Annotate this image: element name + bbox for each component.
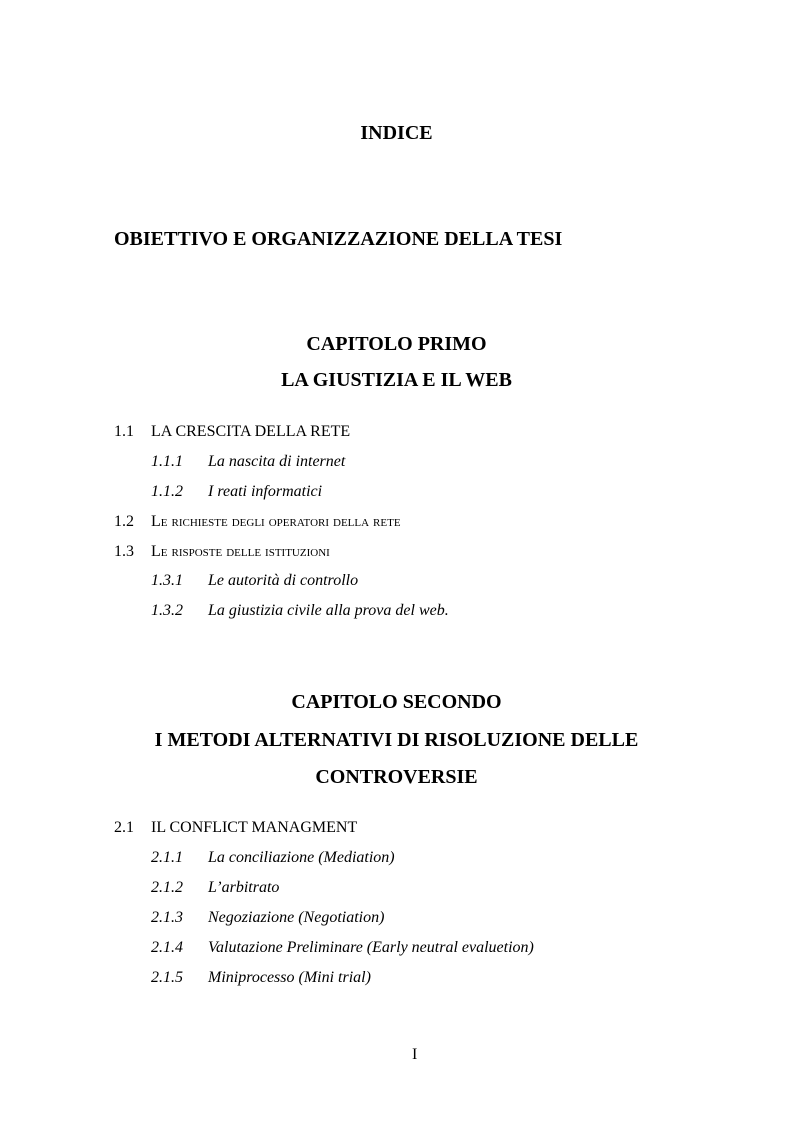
toc-entry-number: 2.1.5 — [151, 969, 183, 986]
chapter-2-heading: CAPITOLO SECONDO — [291, 691, 502, 713]
toc-entry-number: 2.1.4 — [151, 939, 183, 956]
toc-entry-number: 1.2 — [114, 513, 134, 530]
toc-entry-number: 1.1 — [114, 423, 134, 440]
chapter-1-subtitle: LA GIUSTIZIA E IL WEB — [281, 369, 512, 391]
chapter-1-heading: CAPITOLO PRIMO — [306, 333, 487, 355]
toc-entry-title: Negoziazione (Negotiation) — [208, 909, 385, 926]
page-number: I — [412, 1046, 418, 1063]
toc-entry-number: 1.1.1 — [151, 453, 183, 470]
toc-entry-title: La nascita di internet — [208, 453, 346, 470]
toc-entry-title: Le richieste degli operatori della rete — [151, 513, 401, 530]
toc-entry-number: 1.3.1 — [151, 572, 183, 589]
toc-entry-title: Le risposte delle istituzioni — [151, 543, 330, 560]
toc-entry-title: L’arbitrato — [208, 879, 280, 896]
toc-entry-number: 1.3 — [114, 543, 134, 560]
toc-entry-title: Le autorità di controllo — [208, 572, 359, 589]
toc-entry-title: La giustizia civile alla prova del web. — [208, 602, 449, 619]
toc-entry-title: I reati informatici — [208, 483, 323, 500]
toc-entry-number: 1.3.2 — [151, 602, 183, 619]
toc-entry-number: 1.1.2 — [151, 483, 183, 500]
toc-entry-title: Valutazione Preliminare (Early neutral evaluetion) — [208, 939, 534, 956]
page-title: INDICE — [360, 122, 433, 144]
toc-entry-number: 2.1 — [114, 819, 134, 836]
toc-entry-number: 2.1.3 — [151, 909, 183, 926]
toc-entry-title: IL CONFLICT MANAGMENT — [151, 819, 358, 836]
intro-heading: OBIETTIVO E ORGANIZZAZIONE DELLA TESI — [114, 228, 563, 250]
toc-entry-title: LA CRESCITA DELLA RETE — [151, 423, 351, 440]
toc-entry-title: La conciliazione (Mediation) — [208, 849, 395, 866]
toc-entry-number: 2.1.2 — [151, 879, 183, 896]
toc-entry-title: Miniprocesso (Mini trial) — [208, 969, 371, 986]
chapter-2-subtitle-line-1: I METODI ALTERNATIVI DI RISOLUZIONE DELLE — [154, 729, 639, 751]
chapter-2-subtitle-line-2: CONTROVERSIE — [315, 766, 478, 788]
toc-entry-number: 2.1.1 — [151, 849, 183, 866]
